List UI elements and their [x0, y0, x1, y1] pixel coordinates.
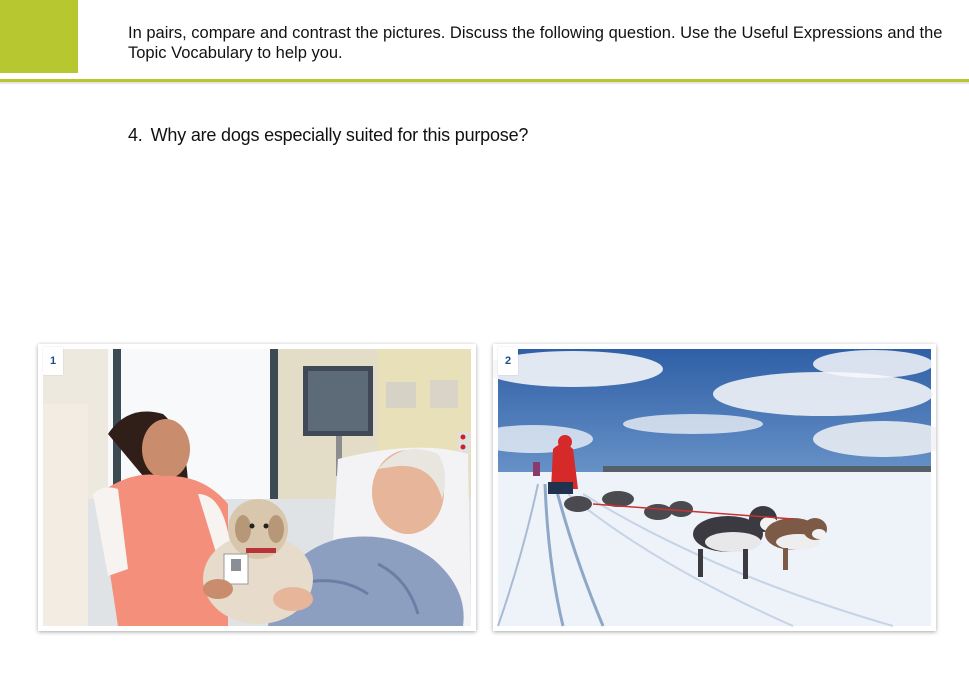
question-text: Why are dogs especially suited for this purpose?: [150, 125, 529, 145]
header-divider-shadow: [0, 82, 969, 85]
picture-2: [493, 344, 936, 631]
picture-2-illustration: [493, 344, 936, 631]
picture-2-label: 2: [498, 347, 518, 375]
instructions-text: In pairs, compare and contrast the pictures. Discuss the following question. Use the Useful Expressions and the Topic Vocabulary to help you.: [128, 24, 943, 62]
question-number: 4.: [128, 125, 143, 145]
question: [128, 125, 528, 146]
picture-1-illustration: [38, 344, 476, 631]
picture-1-label: 1: [43, 347, 63, 375]
picture-1: [38, 344, 476, 631]
accent-block: [0, 0, 78, 73]
